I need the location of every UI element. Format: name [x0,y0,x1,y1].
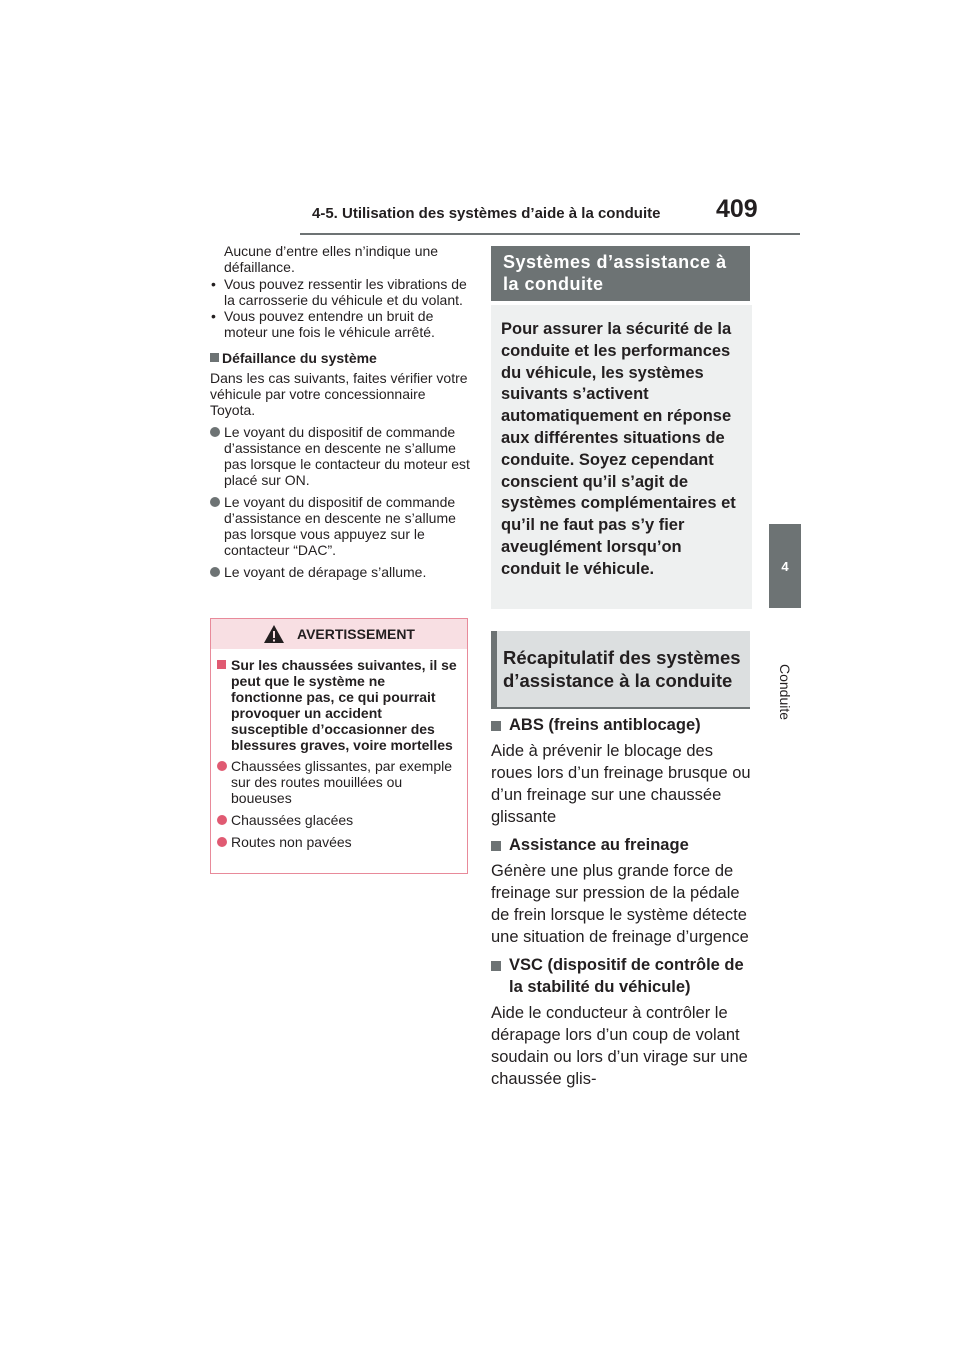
warning-header [211,619,467,649]
feature-title [491,954,756,998]
dash-item-text: Vous pouvez ressentir les vibrations de la carrosserie du véhicule et du volant. [224,276,467,308]
warning-triangle-icon [263,624,285,644]
recap-heading [491,631,750,709]
warning-body [211,649,467,850]
feature-description: Génère une plus grande force de freinage sur pression de la pédale de frein lorsque le système détecte une situation de freinage d’urgence [491,862,749,946]
chapter-tab[interactable]: 4 [769,524,801,608]
right-body [491,714,756,1096]
warning-item-text: Chaussées glissantes, par exemple sur des routes mouillées ou boueuses [231,758,453,806]
dash-item-text: Vous pouvez entendre un bruit de moteur une fois le véhicule arrêté. [224,308,435,340]
feature-item [491,714,756,828]
square-bullet-icon [491,721,501,731]
circle-bullet-icon [210,567,220,577]
feature-title-text: ABS (freins antiblocage) [509,716,701,734]
recap-heading-text: Récapitulatif des systèmes d’assistance à la conduite [503,647,741,691]
continued-text: Aucune d’entre elles n’indique une défaillance. [224,243,439,275]
warning-item [217,834,459,850]
feature-description: Aide le conducteur à contrôler le dérapage lors d’un coup de volant soudain ou lors d’un virage sur une chaussée glis- [491,1004,748,1088]
square-bullet-icon [217,660,226,669]
square-bullet-icon [210,353,219,362]
list-item-text: Le voyant du dispositif de commande d’assistance en descente ne s’allume pas lorsque le contacteur du moteur est placé sur ON. [224,424,470,488]
warning-heading [217,657,459,753]
square-bullet-icon [491,961,501,971]
chapter-side-label [768,652,802,732]
malfunction-heading [210,350,472,366]
dash-item [210,276,472,308]
page-number: 409 [716,195,758,223]
circle-bullet-icon [210,497,220,507]
list-item-text: Le voyant du dispositif de commande d’assistance en descente ne s’allume pas lorsque vous appuyez sur le contacteur “DAC”. [224,494,456,558]
dash-item [210,308,472,340]
header-rule [300,233,800,235]
feature-title-text: Assistance au freinage [509,836,689,854]
list-item [210,424,472,488]
section-header-title: 4-5. Utilisation des systèmes d’aide à la conduite [312,205,661,222]
section-banner: Systèmes d’assistance à la conduite [491,246,750,301]
malfunction-intro: Dans les cas suivants, faites vérifier votre véhicule par votre concessionnaire Toyota. [210,370,468,418]
left-column [210,243,472,586]
feature-title-text: VSC (dispositif de contrôle de la stabilité du véhicule) [509,956,744,996]
warning-item [217,812,459,828]
list-item-text: Le voyant de dérapage s’allume. [224,564,427,580]
circle-bullet-icon [217,837,227,847]
square-bullet-icon [491,841,501,851]
warning-item [217,758,459,806]
bullet-icon: • [211,276,216,292]
chapter-label-text: Conduite [777,663,794,721]
list-item [210,494,472,558]
malfunction-heading-text: Défaillance du système [222,350,377,366]
circle-bullet-icon [217,761,227,771]
warning-title: AVERTISSEMENT [297,626,415,642]
warning-heading-text: Sur les chaussées suivantes, il se peut que le système ne fonctionne pas, ce qui pourrait provoquer un accident susceptible d’occasionner des blessures graves, voire mortelles [231,657,457,753]
circle-bullet-icon [210,427,220,437]
feature-title [491,834,756,856]
warning-item-text: Chaussées glacées [231,812,354,828]
bullet-icon: • [211,308,216,324]
feature-title [491,714,756,736]
list-item [210,564,472,580]
intro-box: Pour assurer la sécurité de la conduite et les performances du véhicule, les systèmes suivants s’activent automatiquement en réponse aux différentes situations de conduite. Soyez cependant conscient qu’il s’agit de systèmes complémentaires et qu’il ne faut pas s’y fier aveuglément lorsqu’on conduit le véhicule. [491,305,752,609]
feature-item [491,954,756,1090]
feature-description: Aide à prévenir le blocage des roues lors d’un freinage brusque ou d’un freinage sur une chaussée glissante [491,742,751,826]
warning-item-text: Routes non pavées [231,834,352,850]
feature-item [491,834,756,948]
circle-bullet-icon [217,815,227,825]
warning-box [210,618,468,874]
